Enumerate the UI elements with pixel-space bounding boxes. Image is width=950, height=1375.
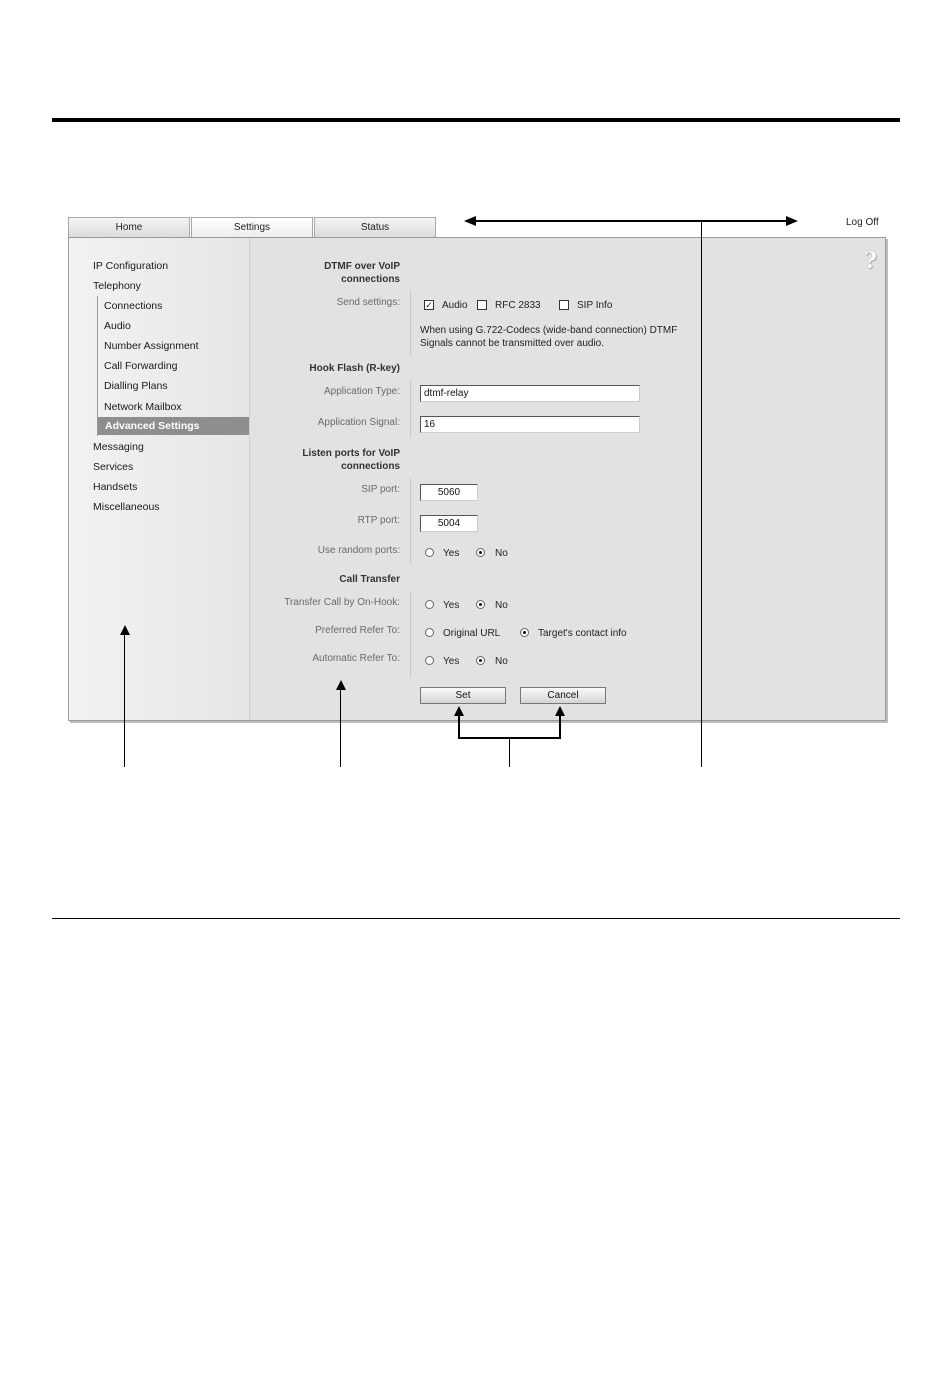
annotation-line [476,220,786,222]
form-divider [410,478,411,564]
app-signal-label: Application Signal: [317,417,400,428]
section-call-transfer: Call Transfer [339,574,400,585]
tab-status[interactable]: Status [314,217,436,237]
random-yes-radio[interactable] [425,548,434,557]
rfc2833-label: RFC 2833 [495,300,541,311]
sidebar-item-number-assignment[interactable]: Number Assignment [104,340,199,352]
sidebar-item-telephony[interactable]: Telephony [93,280,141,292]
tab-settings[interactable]: Settings [191,217,313,238]
annotation-line [509,738,510,767]
annotation-line [701,221,702,767]
dtmf-note-line2: Signals cannot be transmitted over audio. [420,338,604,349]
annotation-line [458,715,460,739]
form-divider [410,380,411,438]
refer-original-url-radio[interactable] [425,628,434,637]
cancel-button[interactable]: Cancel [520,687,606,704]
sidebar-item-services[interactable]: Services [93,461,134,473]
onhook-no-radio[interactable] [476,600,485,609]
app-type-input[interactable]: dtmf-relay [420,385,640,402]
logoff-link[interactable]: Log Off [846,217,879,228]
onhook-yes-radio[interactable] [425,600,434,609]
form-divider [410,592,411,678]
arrow-left-icon [464,216,476,226]
section-listen-line2: connections [341,461,400,472]
sipinfo-label: SIP Info [577,300,613,311]
rtp-port-label: RTP port: [357,515,400,526]
sipinfo-checkbox[interactable] [559,300,569,310]
rfc2833-checkbox[interactable] [477,300,487,310]
sidebar-item-call-forwarding[interactable]: Call Forwarding [104,360,178,372]
random-ports-label: Use random ports: [317,545,400,556]
sip-port-label: SIP port: [361,484,400,495]
refer-target-contact-label: Target's contact info [538,628,627,639]
auto-yes-radio[interactable] [425,656,434,665]
audio-checkbox[interactable]: ✓ [425,300,433,310]
app-type-label: Application Type: [324,386,400,397]
auto-no-label: No [495,656,508,667]
sidebar-item-messaging[interactable]: Messaging [93,441,144,453]
sidebar [69,238,250,720]
subtree-line [97,296,98,436]
random-yes-label: Yes [443,548,460,559]
onhook-no-label: No [495,600,508,611]
form-divider [410,290,411,356]
arrow-up-icon [120,625,130,635]
annotation-line [559,715,561,739]
refer-target-contact-radio[interactable] [520,628,529,637]
random-no-radio[interactable] [476,548,485,557]
dtmf-note [420,324,710,350]
preferred-refer-label: Preferred Refer To: [315,625,400,636]
random-no-label: No [495,548,508,559]
sidebar-item-dialling-plans[interactable]: Dialling Plans [104,380,168,392]
sidebar-item-audio[interactable]: Audio [104,320,131,332]
section-listen-ports [200,447,400,473]
auto-yes-label: Yes [443,656,460,667]
automatic-refer-label: Automatic Refer To: [312,653,400,664]
sidebar-item-miscellaneous[interactable]: Miscellaneous [93,501,160,513]
bottom-rule [52,918,900,919]
sidebar-item-handsets[interactable]: Handsets [93,481,138,493]
onhook-yes-label: Yes [443,600,460,611]
arrow-right-icon [786,216,798,226]
section-dtmf-line2: connections [341,274,400,285]
sidebar-item-ip-configuration[interactable]: IP Configuration [93,260,169,272]
annotation-line [340,689,341,767]
section-dtmf [200,260,400,286]
transfer-onhook-label: Transfer Call by On-Hook: [284,597,400,608]
auto-no-radio[interactable] [476,656,485,665]
annotation-line [124,634,125,767]
refer-original-url-label: Original URL [443,628,501,639]
tab-home[interactable]: Home [68,217,190,237]
sidebar-item-connections[interactable]: Connections [104,300,163,312]
rtp-port-input[interactable]: 5004 [420,515,478,532]
audio-label: Audio [442,300,468,311]
section-listen-line1: Listen ports for VoIP [302,448,400,459]
send-settings-label: Send settings: [336,297,400,308]
sidebar-item-network-mailbox[interactable]: Network Mailbox [104,401,182,413]
set-button[interactable]: Set [420,687,506,704]
help-icon[interactable]: ? [864,248,877,274]
sidebar-item-advanced-settings[interactable]: Advanced Settings [98,417,249,435]
top-rule [52,118,900,122]
sip-port-input[interactable]: 5060 [420,484,478,501]
dtmf-note-line1: When using G.722-Codecs (wide-band connection) DTMF [420,325,678,336]
arrow-up-icon [336,680,346,690]
section-dtmf-line1: DTMF over VoIP [324,261,400,272]
main-window [68,237,886,721]
section-hookflash: Hook Flash (R-key) [309,363,400,374]
app-signal-input[interactable]: 16 [420,416,640,433]
